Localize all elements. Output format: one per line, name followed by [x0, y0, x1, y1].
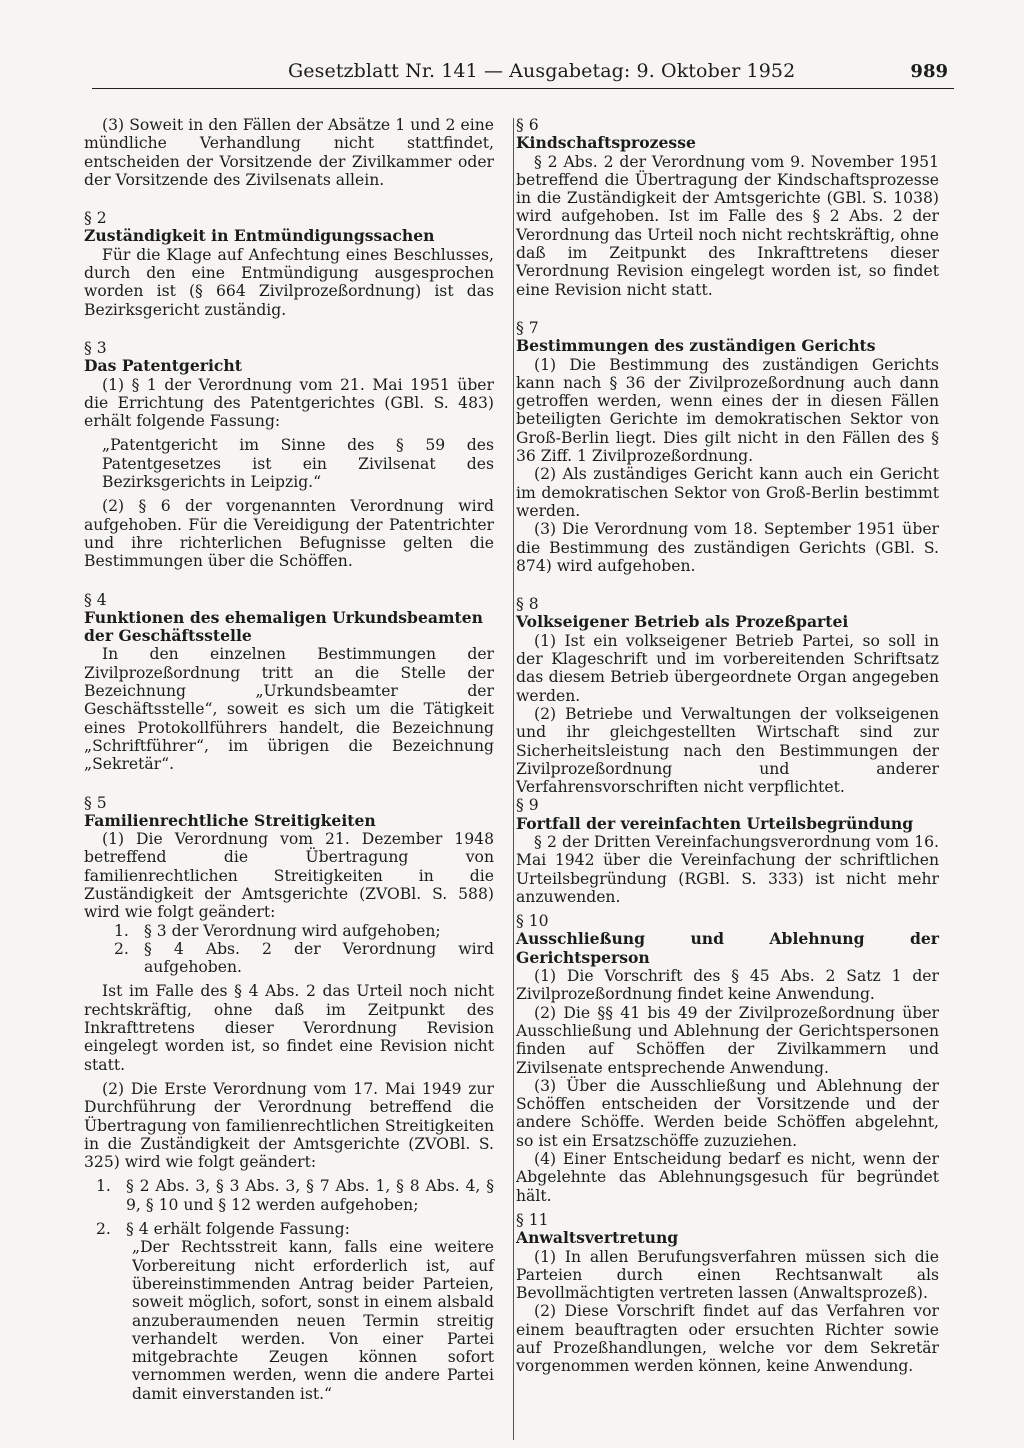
paragraph: (3) Über die Ausschließung und Ablehnung der Schöffen entscheiden der Vorsitzende und der andere Schöffe. Werden beide Schöffen abgelehnt, so ist ein Ersatzschöffe zuzuziehen. — [516, 1076, 939, 1150]
paragraph: (1) Ist ein volkseigener Betrieb Partei, so soll in der Klageschrift und im vorbereitenden Schriftsatz das diesem Betrieb übergeordnete Organ angegeben werden. — [516, 631, 939, 705]
paragraph: (2) Die Erste Verordnung vom 17. Mai 1949 zur Durchführung der Verordnung betreffend die Übertragung von familienrechtlichen Streitigkeiten in die Zuständigkeit der Amtsgerichte (ZVOBl. S. 325) wird wie folgt geändert: — [84, 1079, 494, 1172]
section-number: § 10 — [516, 912, 549, 931]
section-number: § 9 — [516, 796, 539, 815]
paragraph: (1) Die Vorschrift des § 45 Abs. 2 Satz 1 der Zivilprozeßordnung findet keine Anwendung. — [516, 967, 939, 1004]
list-item — [84, 1177, 494, 1214]
section-heading: der Geschäftsstelle — [84, 626, 252, 646]
paragraph: (3) Die Verordnung vom 18. September 1951 über die Bestimmung des zuständigen Gerichts (GBl. S. 874) wird aufgehoben. — [516, 520, 939, 575]
list-number: 1. — [96, 1177, 111, 1196]
amendment-list — [84, 1177, 494, 1403]
paragraph: (1) § 1 der Verordnung vom 21. Mai 1951 über die Errichtung des Patentgerichtes (GBl. S. 483) erhält folgende Fassung: — [84, 375, 494, 431]
column-divider — [513, 118, 514, 1440]
quoted-text: „Der Rechtsstreit kann, falls eine weitere Vorbereitung nicht erforderlich ist, auf übereinstimmenden Antrag beider Parteien, soweit möglich, sofort, sonst in einem alsbald anzuberaumenden neuen Termin streitig verhandelt werden. Von einer Partei mitgebrachte Zeugen können sofort vernommen werden, wenn die andere Partei damit einverstanden ist.“ — [132, 1238, 494, 1403]
section-number: § 2 — [84, 209, 107, 228]
paragraph: (1) Die Bestimmung des zuständigen Gerichts kann nach § 36 der Zivilprozeßordnung auch dann getroffen werden, wenn eines der in diesen Fällen beteiligten Gerichte im demokratischen Sektor von Groß-Berlin liegt. Dies gilt nicht in den Fällen des § 36 Ziff. 1 Zivilprozeßordnung. — [516, 355, 939, 466]
paragraph: (2) Als zuständiges Gericht kann auch ein Gericht im demokratischen Sektor von Groß-Berlin bestimmt werden. — [516, 465, 939, 520]
list-number: 1. — [114, 921, 129, 940]
paragraph: In den einzelnen Bestimmungen der Zivilprozeßordnung tritt an die Stelle der Bezeichnung „Urkundsbeamter der Geschäftsstelle“, soweit es sich um die Tätigkeit eines Protokollführers handelt, die Bezeichnung „Schriftführer“, im übrigen die Bezeichnung „Sekretär“. — [84, 645, 494, 774]
list-number: 2. — [96, 1220, 111, 1239]
section-number: § 6 — [516, 116, 539, 134]
section-heading: Das Patentgericht — [84, 356, 242, 376]
list-text: § 3 der Verordnung wird aufgehoben; — [144, 921, 441, 940]
paragraph: (1) In allen Berufungsverfahren müssen sich die Parteien durch einen Rechtsanwalt als Bevollmächtigten vertreten lassen (Anwaltsprozeß). — [516, 1247, 939, 1303]
list-text: § 4 erhält folgende Fassung: — [126, 1220, 350, 1239]
right-column — [516, 116, 939, 1376]
paragraph: (3) Soweit in den Fällen der Absätze 1 und 2 eine mündliche Verhandlung nicht stattfindet, entscheiden der Vorsitzende der Zivilkammer oder der Vorsitzende des Zivilsenats allein. — [84, 116, 494, 189]
list-text: § 2 Abs. 3, § 3 Abs. 3, § 7 Abs. 1, § 8 Abs. 4, § 9, § 10 und § 12 werden aufgehoben; — [126, 1177, 494, 1214]
paragraph: § 2 der Dritten Vereinfachungsverordnung vom 16. Mai 1942 über die Vereinfachung der schriftlichen Urteilsbegründung (RGBl. S. 333) ist nicht mehr anzuwenden. — [516, 832, 939, 906]
paragraph: (4) Einer Entscheidung bedarf es nicht, wenn der Abgelehnte das Ablehnungsgesuch für begründet hält. — [516, 1150, 939, 1205]
section-heading: Anwaltsvertretung — [516, 1228, 679, 1248]
paragraph: § 2 Abs. 2 der Verordnung vom 9. November 1951 betreffend die Übertragung der Kindschaftsprozesse in die Zuständigkeit der Amtsgerichte (GBl. S. 1038) wird aufgehoben. Ist im Falle des § 2 Abs. 2 der Verordnung das Urteil noch nicht rechtskräftig, ohne daß im Zeitpunkt des Inkrafttretens dieser Verordnung Revision eingelegt worden ist, so findet eine Revision nicht statt. — [516, 152, 939, 299]
paragraph: Für die Klage auf Anfechtung eines Beschlusses, durch den eine Entmündigung ausgesprochen worden ist (§ 664 Zivilprozeßordnung) ist das Bezirksgericht zuständig. — [84, 245, 494, 319]
section-number: § 3 — [84, 338, 107, 357]
paragraph: (2) Diese Vorschrift findet auf das Verfahren vor einem beauftragten oder ersuchten Richter sowie auf Prozeßhandlungen, welche vor dem Sekretär vorgenommen werden können, keine Anwendung. — [516, 1302, 939, 1376]
section-heading: Volkseigener Betrieb als Prozeßpartei — [516, 612, 849, 632]
section-heading: Funktionen des ehemaligen Urkundsbeamten — [84, 607, 483, 627]
section-number: § 7 — [516, 318, 539, 337]
section-heading: Ausschließung und Ablehnung der Gerichtsperson — [516, 929, 939, 967]
header-title: Gesetzblatt Nr. 141 — Ausgabetag: 9. Oktober 1952 — [288, 60, 796, 82]
section-heading: Familienrechtliche Streitigkeiten — [84, 810, 376, 830]
list-item — [102, 922, 494, 940]
paragraph: Ist im Falle des § 4 Abs. 2 das Urteil noch nicht rechtskräftig, ohne daß im Zeitpunkt des Inkrafttretens dieser Verordnung Revision eingelegt worden ist, so findet eine Revision nicht statt. — [84, 982, 494, 1074]
list-item — [102, 940, 494, 977]
paragraph: (1) Die Verordnung vom 21. Dezember 1948 betreffend die Übertragung von familienrechtlichen Streitigkeiten in die Zuständigkeit der Amtsgerichte (ZVOBl. S. 588) wird wie folgt geändert: — [84, 830, 494, 922]
paragraph: (2) Betriebe und Verwaltungen der volkseigenen und ihr gleichgestellten Wirtschaft sind zur Sicherheitsleistung nach den Bestimmungen der Zivilprozeßordnung und anderer Verfahrensvorschriften nicht verpflichtet. — [516, 704, 939, 797]
section-heading: Fortfall der vereinfachten Urteilsbegründung — [516, 813, 914, 833]
page-number: 989 — [910, 61, 948, 82]
list-text: § 4 Abs. 2 der Verordnung wird aufgehoben. — [144, 939, 494, 977]
paragraph: (2) Die §§ 41 bis 49 der Zivilprozeßordnung über Ausschließung und Ablehnung der Gerichtspersonen finden auf Schöffen der Zivilkammern und Zivilsenate entsprechende Anwendung. — [516, 1003, 939, 1077]
section-heading: Zuständigkeit in Entmündigungssachen — [84, 226, 435, 246]
section-number: § 4 — [84, 590, 107, 609]
section-number: § 11 — [516, 1210, 549, 1229]
left-column — [84, 116, 494, 1403]
amendment-list — [102, 922, 494, 977]
section-heading: Bestimmungen des zuständigen Gerichts — [516, 336, 876, 356]
page-header — [92, 58, 954, 89]
quoted-text: „Patentgericht im Sinne des § 59 des Patentgesetzes ist ein Zivilsenat des Bezirksgerichts in Leipzig.“ — [102, 436, 494, 492]
section-heading: Kindschaftsprozesse — [516, 133, 696, 153]
list-item — [84, 1220, 494, 1238]
section-number: § 8 — [516, 595, 539, 614]
paragraph: (2) § 6 der vorgenannten Verordnung wird aufgehoben. Für die Vereidigung der Patentrichter und ihre richterlichen Befugnisse gelten die Bestimmungen über die Schöffen. — [84, 497, 494, 571]
list-number: 2. — [114, 939, 129, 958]
section-number: § 5 — [84, 793, 107, 812]
